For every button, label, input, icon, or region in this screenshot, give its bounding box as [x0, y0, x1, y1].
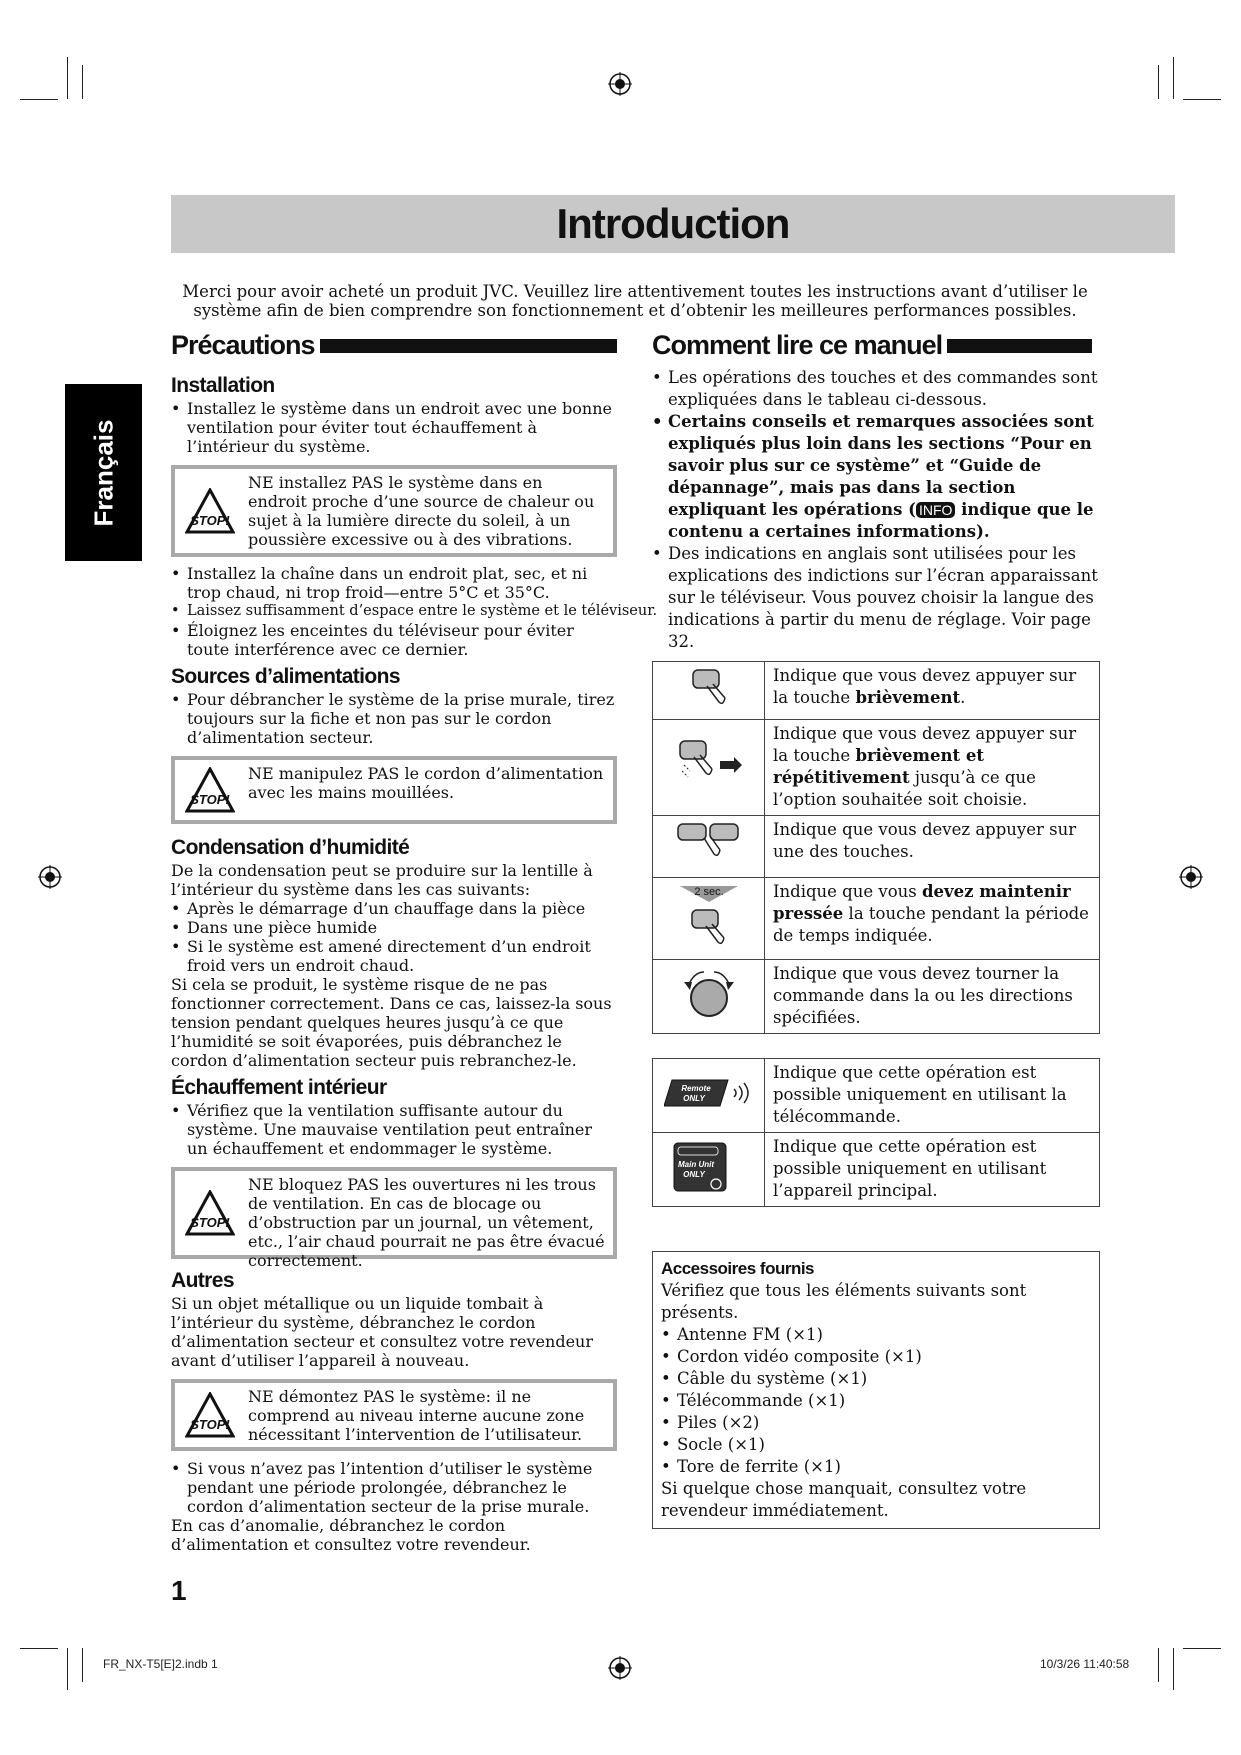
page-number: 1	[171, 1575, 187, 1606]
list-item: • Dans une pièce humide	[171, 918, 617, 937]
registration-mark-icon	[608, 72, 632, 96]
press-one-of-buttons-icon	[674, 820, 744, 868]
table-row	[653, 720, 1100, 816]
crop-mark	[82, 1648, 83, 1682]
remote-only-label: ONLY	[682, 1093, 705, 1103]
stop-warning-icon	[185, 1392, 235, 1438]
list-item: • Si vous n’avez pas l’intention d’utiliser le système pendant une période prolongée, débranchez le cordon d’alimentation secteur de la prise murale.	[171, 1459, 617, 1516]
crop-mark	[1158, 65, 1159, 99]
list-item: • Après le démarrage d’un chauffage dans la pièce	[171, 899, 617, 918]
crop-mark	[20, 1648, 58, 1649]
table-cell: Indique que vous devez maintenir pressée la touche pendant la période de temps indiquée.	[765, 878, 1100, 960]
press-and-hold-icon	[674, 880, 744, 952]
paragraph: Si un objet métallique ou un liquide tombait à l’intérieur du système, débranchez le cordon d’alimentation secteur et consultez votre revendeur avant d’utiliser l’appareil à nouveau.	[171, 1294, 593, 1370]
table-cell: Indique que vous devez appuyer sur une des touches.	[765, 816, 1100, 878]
page-title: Introduction	[556, 200, 790, 247]
warning-text: NE manipulez PAS le cordon d’alimentation avec les mains mouillées.	[248, 764, 604, 802]
stop-warning-icon	[185, 488, 235, 534]
paragraph: En cas d’anomalie, débranchez le cordon d’alimentation et consultez votre revendeur.	[171, 1516, 531, 1554]
list-item: • Cordon vidéo composite (×1)	[661, 1346, 1091, 1368]
paragraph: De la condensation peut se produire sur la lentille à l’intérieur du système dans les cas suivants:	[171, 861, 593, 899]
list-item: • Des indications en anglais sont utilisées pour les explications des indictions sur l’écran apparaissant sur le téléviseur. Vous pouvez choisir la langue des indications à partir du menu de réglage. Voir page 32.	[652, 543, 1100, 653]
crop-mark	[1173, 57, 1174, 99]
table-cell: Indique que vous devez appuyer sur la touche brièvement.	[765, 662, 1100, 720]
manual-heading	[652, 330, 1092, 361]
intro-text: Merci pour avoir acheté un produit JVC. Veuillez lire attentivement toutes les instructions avant d’utiliser le système afin de bien comprendre son fonctionnement et d’obtenir les meilleures performances possibles.	[182, 282, 1088, 320]
manual-column	[652, 330, 1100, 1529]
stop-label: STOP!	[190, 513, 230, 528]
accessories-outro: Si quelque chose manquait, consultez votre revendeur immédiatement.	[661, 1479, 1027, 1520]
list-item: • Pour débrancher le système de la prise murale, tirez toujours sur la fiche et non pas sur le cordon d’alimentation secteur.	[171, 690, 617, 747]
table-cell: Indique que vous devez tourner la commande dans la ou les directions spécifiées.	[765, 960, 1100, 1034]
warning-text: NE démontez PAS le système: il ne comprend au niveau interne aucune zone nécessitant l’intervention de l’utilisateur.	[248, 1387, 585, 1444]
table-row	[653, 1059, 1100, 1133]
footer-file: FR_NX-T5[E]2.indb 1	[103, 1657, 218, 1671]
crop-mark	[67, 57, 68, 99]
table-row	[653, 960, 1100, 1034]
main-unit-label: Main Unit	[677, 1159, 714, 1169]
warning-box	[171, 1379, 617, 1451]
stop-warning-icon	[185, 767, 235, 813]
accessories-list	[661, 1324, 1091, 1478]
precautions-heading	[171, 330, 617, 361]
remote-only-icon	[664, 1076, 754, 1110]
list-item: • Télécommande (×1)	[661, 1390, 1091, 1412]
list-item: • Laissez suffisamment d’espace entre le système et le téléviseur.	[171, 602, 617, 621]
warning-text: NE bloquez PAS les ouvertures ni les trous de ventilation. En cas de blocage ou d’obstruction par un journal, un vêtement, etc., l’air chaud pourrait ne pas être évacué correctement.	[248, 1175, 605, 1270]
main-unit-only-icon	[664, 1139, 754, 1195]
accessories-intro: Vérifiez que tous les éléments suivants sont présents.	[661, 1281, 1027, 1322]
others-heading: Autres	[171, 1269, 234, 1292]
remote-main-table	[652, 1058, 1100, 1207]
stop-label: STOP!	[190, 792, 230, 807]
registration-mark-icon	[38, 865, 62, 889]
crop-mark	[1158, 1648, 1159, 1682]
press-repeatedly-icon	[674, 735, 744, 795]
list-item: • Piles (×2)	[661, 1412, 1091, 1434]
paragraph: Si cela se produit, le système risque de ne pas fonctionner correctement. Dans ce cas, laissez-la sous tension pendant quelques heures jusqu’à ce que l’humidité se soit évaporées, puis débranchez le cordon d’alimentation secteur puis rebranchez-le.	[171, 975, 612, 1070]
press-button-icon	[679, 666, 739, 710]
footer-date: 10/3/26 11:40:58	[1040, 1657, 1130, 1671]
table-cell: Indique que cette opération est possible uniquement en utilisant l’appareil principal.	[765, 1133, 1100, 1207]
accessories-heading: Accessoires fournis	[661, 1259, 815, 1278]
list-item: • Si le système est amené directement d’un endroit froid vers un endroit chaud.	[171, 937, 617, 975]
table-cell: Indique que cette opération est possible uniquement en utilisant la télécommande.	[765, 1059, 1100, 1133]
warning-box	[171, 465, 617, 557]
table-row	[653, 662, 1100, 720]
table-row	[653, 878, 1100, 960]
power-heading: Sources d’alimentations	[171, 665, 400, 688]
list-item: • Câble du système (×1)	[661, 1368, 1091, 1390]
warning-text: NE installez PAS le système dans en endroit proche d’une source de chaleur ou sujet à la lumière directe du soleil, à un poussière excessive ou à des vibrations.	[248, 473, 595, 549]
crop-mark	[1183, 99, 1221, 100]
list-item: • Tore de ferrite (×1)	[661, 1456, 1091, 1478]
list-item: • Vérifiez que la ventilation suffisante autour du système. Une mauvaise ventilation peut entraîner un échauffement et endommager le système.	[171, 1101, 617, 1158]
crop-mark	[1183, 1648, 1221, 1649]
registration-mark-icon	[1179, 865, 1203, 889]
precautions-heading-text: Précautions	[171, 330, 315, 360]
crop-mark	[67, 1648, 68, 1690]
list-item: • Installez le système dans un endroit avec une bonne ventilation pour éviter tout échauffement à l’intérieur du système.	[171, 399, 617, 456]
stop-label: STOP!	[190, 1215, 230, 1230]
table-row	[653, 816, 1100, 878]
list-item: • Antenne FM (×1)	[661, 1324, 1091, 1346]
list-item: • Certains conseils et remarques associées sont expliqués plus loin dans les sections “Pour en savoir plus sur ce système” et “Guide de dépannage”, mais pas dans la section expliquant les opérations ( INFO indique que le contenu a certaines informations).	[652, 411, 1100, 543]
main-unit-only-label: ONLY	[682, 1169, 705, 1179]
title-band	[171, 195, 1175, 253]
turn-knob-icon	[674, 964, 744, 1024]
remote-label: Remote	[680, 1083, 711, 1093]
condensation-heading: Condensation d’humidité	[171, 836, 410, 859]
manual-heading-text: Comment lire ce manuel	[652, 330, 943, 360]
accessories-box	[652, 1251, 1100, 1529]
precautions-column	[171, 330, 658, 1554]
list-item: • Les opérations des touches et des commandes sont expliquées dans le tableau ci-dessous.	[652, 367, 1100, 411]
language-tab-label: Français	[88, 419, 118, 526]
heat-heading: Échauffement intérieur	[171, 1076, 387, 1099]
stop-warning-icon	[185, 1190, 235, 1236]
crop-mark	[20, 99, 58, 100]
list-item: • Socle (×1)	[661, 1434, 1091, 1456]
table-row	[653, 1133, 1100, 1207]
table-cell: Indique que vous devez appuyer sur la touche brièvement et répétitivement jusqu’à ce que l’option souhaitée soit choisie.	[765, 720, 1100, 816]
info-badge: INFO	[916, 502, 955, 518]
warning-box	[171, 756, 617, 824]
hold-time-label: 2 sec.	[693, 885, 724, 898]
stop-label: STOP!	[190, 1417, 230, 1432]
list-item: • Éloignez les enceintes du téléviseur pour éviter toute interférence avec ce dernier.	[171, 621, 617, 659]
operations-table	[652, 661, 1100, 1034]
language-tab	[65, 384, 142, 561]
crop-mark	[82, 65, 83, 99]
warning-box	[171, 1167, 617, 1270]
list-item: • Installez la chaîne dans un endroit plat, sec, et ni trop chaud, ni trop froid—entre 5°C et 35°C.	[171, 564, 617, 602]
installation-heading: Installation	[171, 374, 275, 397]
registration-mark-icon	[608, 1656, 632, 1680]
crop-mark	[1173, 1648, 1174, 1690]
